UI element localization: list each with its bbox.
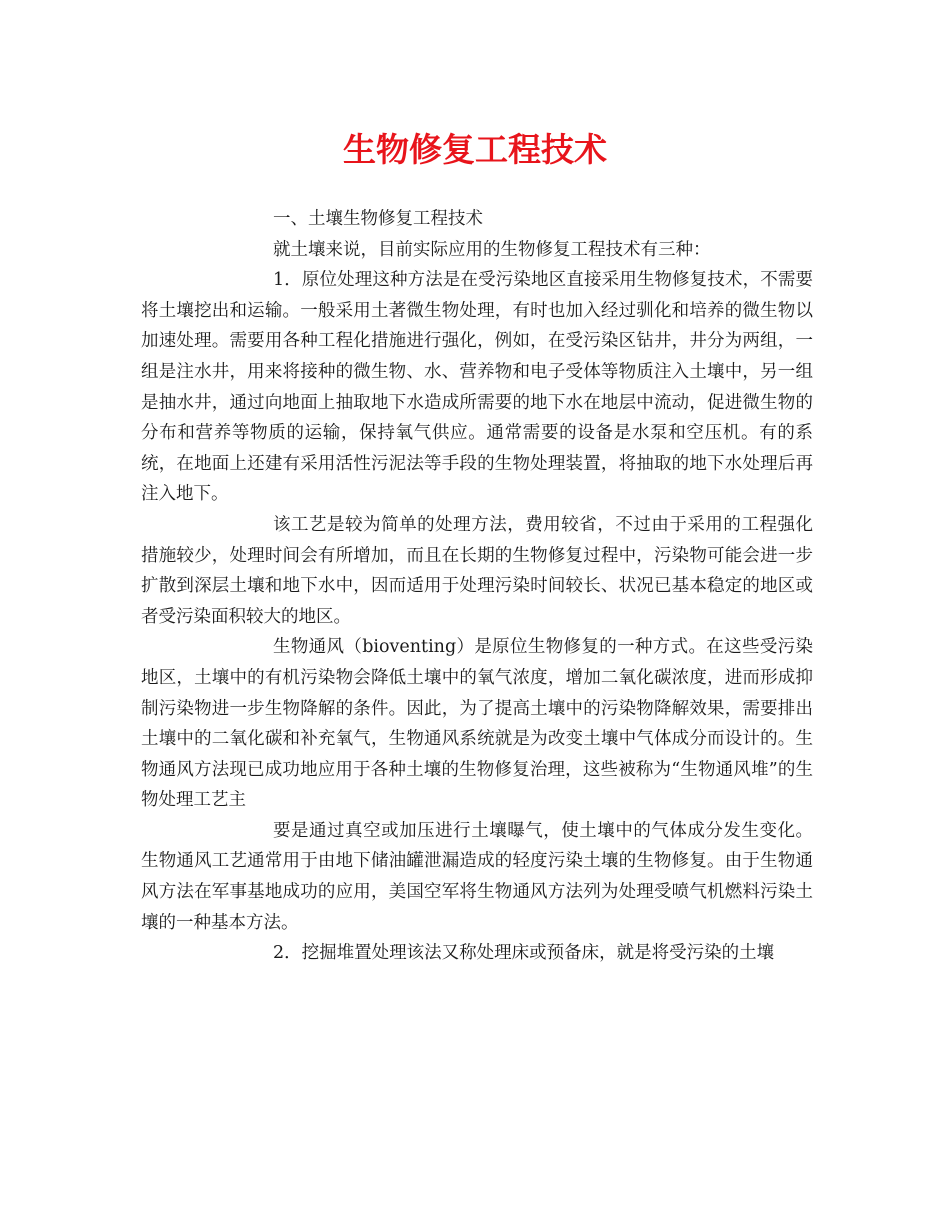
- document-title: 生物修复工程技术: [343, 130, 607, 169]
- document-body: [141, 204, 813, 969]
- paragraph: 该工艺是较为简单的处理方法，费用较省，不过由于采用的工程强化措施较少，处理时间会有所增加，而且在长期的生物修复过程中，污染物可能会进一步扩散到深层土壤和地下水中，因而适用于处理污染时间较长、状况已基本稳定的地区或者受污染面积较大的地区。: [141, 514, 813, 627]
- paragraph: 就土壤来说，目前实际应用的生物修复工程技术有三种：: [273, 239, 711, 260]
- paragraph: 生物通风（bioventing）是原位生物修复的一种方式。在这些受污染地区，土壤中的有机污染物会降低土壤中的氧气浓度，增加二氧化碳浓度，进而形成抑制污染物进一步生物降解的条件。因此，为了提高土壤中的污染物降解效果，需要排出土壤中的二氧化碳和补充氧气，生物通风系统就是为改变土壤中气体成分而设计的。生物通风方法现已成功地应用于各种土壤的生物修复治理，这些被称为“生物通风堆”的生物处理工艺主: [141, 637, 813, 811]
- paragraph: 要是通过真空或加压进行土壤曝气，使土壤中的气体成分发生变化。生物通风工艺通常用于由地下储油罐泄漏造成的轻度污染土壤的生物修复。由于生物通风方法在军事基地成功的应用，美国空军将生物通风方法列为处理受喷气机燃料污染土壤的一种基本方法。: [141, 820, 813, 933]
- section-heading: 一、土壤生物修复工程技术: [273, 209, 483, 229]
- paragraph: 2．挖掘堆置处理该法又称处理床或预备床，就是将受污染的土壤: [273, 943, 775, 964]
- paragraph: 1．原位处理这种方法是在受污染地区直接采用生物修复技术，不需要将土壤挖出和运输。一般采用土著微生物处理，有时也加入经过驯化和培养的微生物以加速处理。需要用各种工程化措施进行强化，例如，在受污染区钻井，井分为两组，一组是注水井，用来将接种的微生物、水、营养物和电子受体等物质注入土壤中，另一组是抽水井，通过向地面上抽取地下水造成所需要的地下水在地层中流动，促进微生物的分布和营养等物质的运输，保持氧气供应。通常需要的设备是水泵和空压机。有的系统，在地面上还建有采用活性污泥法等手段的生物处理装置，将抽取的地下水处理后再注入地下。: [141, 270, 813, 505]
